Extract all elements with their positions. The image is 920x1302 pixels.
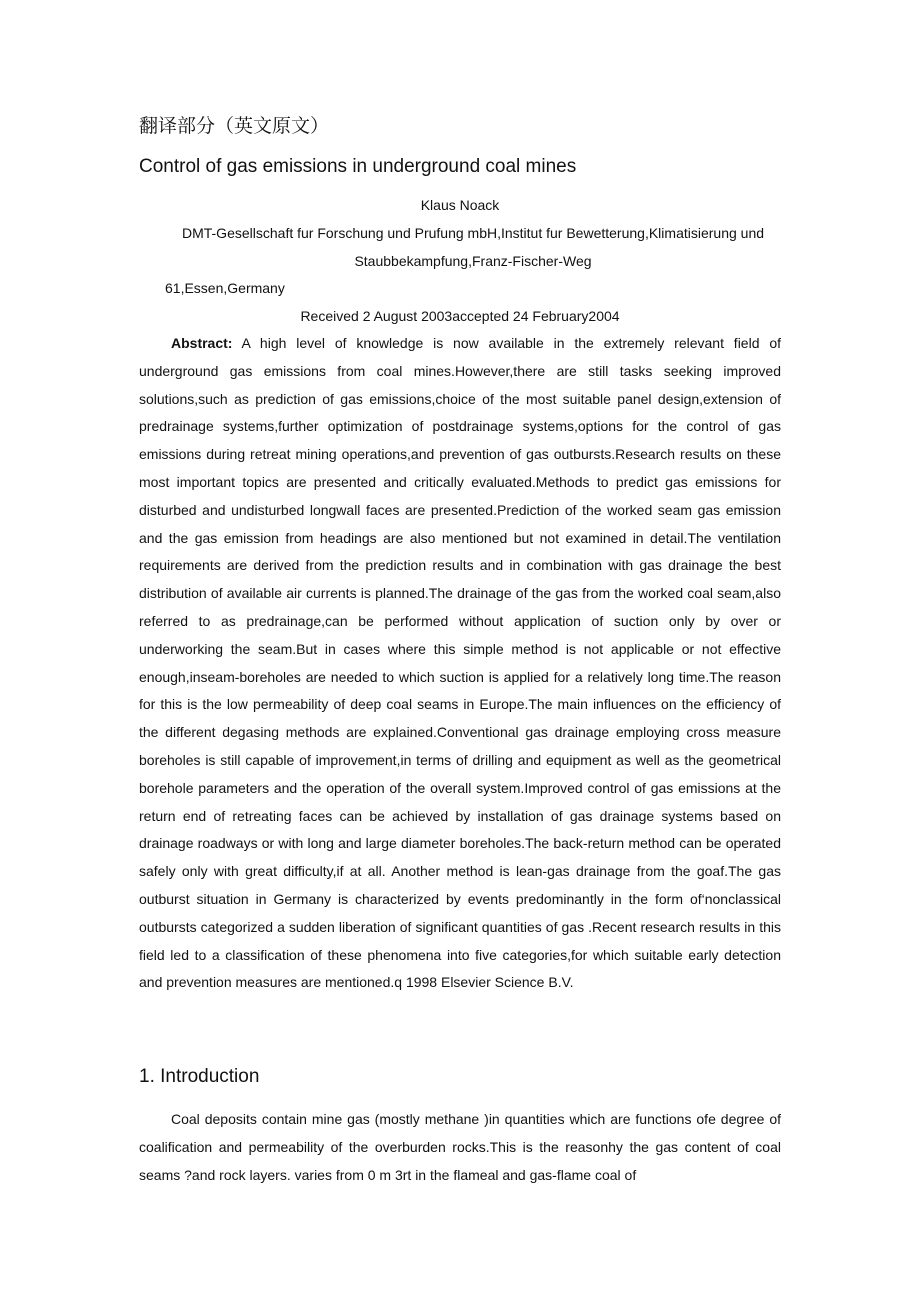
- introduction-heading: 1. Introduction: [139, 1066, 260, 1087]
- abstract-label: Abstract:: [171, 335, 233, 351]
- affiliation-location: 61,Essen,Germany: [165, 280, 285, 296]
- section-label: 翻译部分（英文原文）: [139, 116, 330, 137]
- abstract-text: A high level of knowledge is now available in the extremely relevant field of underground gas emissions from coal mines.However,there are still tasks seeking improved solutions,such as prediction of gas emissions,choice of the most suitable panel design,extension of predrainage systems,further optimization of postdrainage systems,options for the control of gas emissions during retreat mining operations,and prevention of gas outbursts.Research results on these most important topics are presented and critically evaluated.Methods to predict gas emissions for disturbed and undisturbed longwall faces are presented.Prediction of the worked seam gas emission and the gas emission from headings are also mentioned but not examined in detail.The ventilation requirements are derived from the prediction results and in combination with gas drainage the best distribution of available air currents is planned.The drainage of the gas from the worked coal seam,also referred to as predrainage,can be performed without application of suction only by over or underworking the seam.But in cases where this simple method is not applicable or not effective enough,inseam-boreholes are needed to which suction is applied for a relatively long time.The reason for this is the low permeability of deep coal seams in Europe.The main influences on the efficiency of the different degasing methods are explained.Conventional gas drainage employing cross measure boreholes is still capable of improvement,in terms of drilling and equipment as well as the geometrical borehole parameters and the operation of the overall system.Improved control of gas emissions at the return end of retreating faces can be achieved by installation of gas drainage systems based on drainage roadways or with long and large diameter boreholes.The back-return method can be operated safely only with great difficulty,if at all. Another method is lean-gas drainage from the goaf.The gas outburst situation in Germany is characterized by events predominantly in the form of‘nonclassical outbursts categorized a sudden liberation of significant quantities of gas .Recent research results in this field led to a classification of these phenomena into five categories,for which suitable early detection and prevention measures are mentioned.q 1998 Elsevier Science B.V.: [139, 335, 781, 991]
- abstract-paragraph: [139, 330, 781, 997]
- paper-title: Control of gas emissions in underground coal mines: [139, 156, 577, 177]
- author-affiliation: DMT-Gesellschaft fur Forschung und Prufung mbH,Institut fur Bewetterung,Klimatisierung und Staubbekampfung,Franz-Fischer-Weg: [181, 225, 765, 269]
- author-name: Klaus Noack: [420, 197, 500, 213]
- introduction-paragraph: Coal deposits contain mine gas (mostly methane )in quantities which are functions ofe degree of coalification and permeability of the overburden rocks.This is the reasonhy the gas content of coal seams ?and rock layers. varies from 0 m 3rt in the flameal and gas-flame coal of: [139, 1111, 781, 1183]
- received-dates: Received 2 August 2003accepted 24 February2004: [300, 308, 620, 324]
